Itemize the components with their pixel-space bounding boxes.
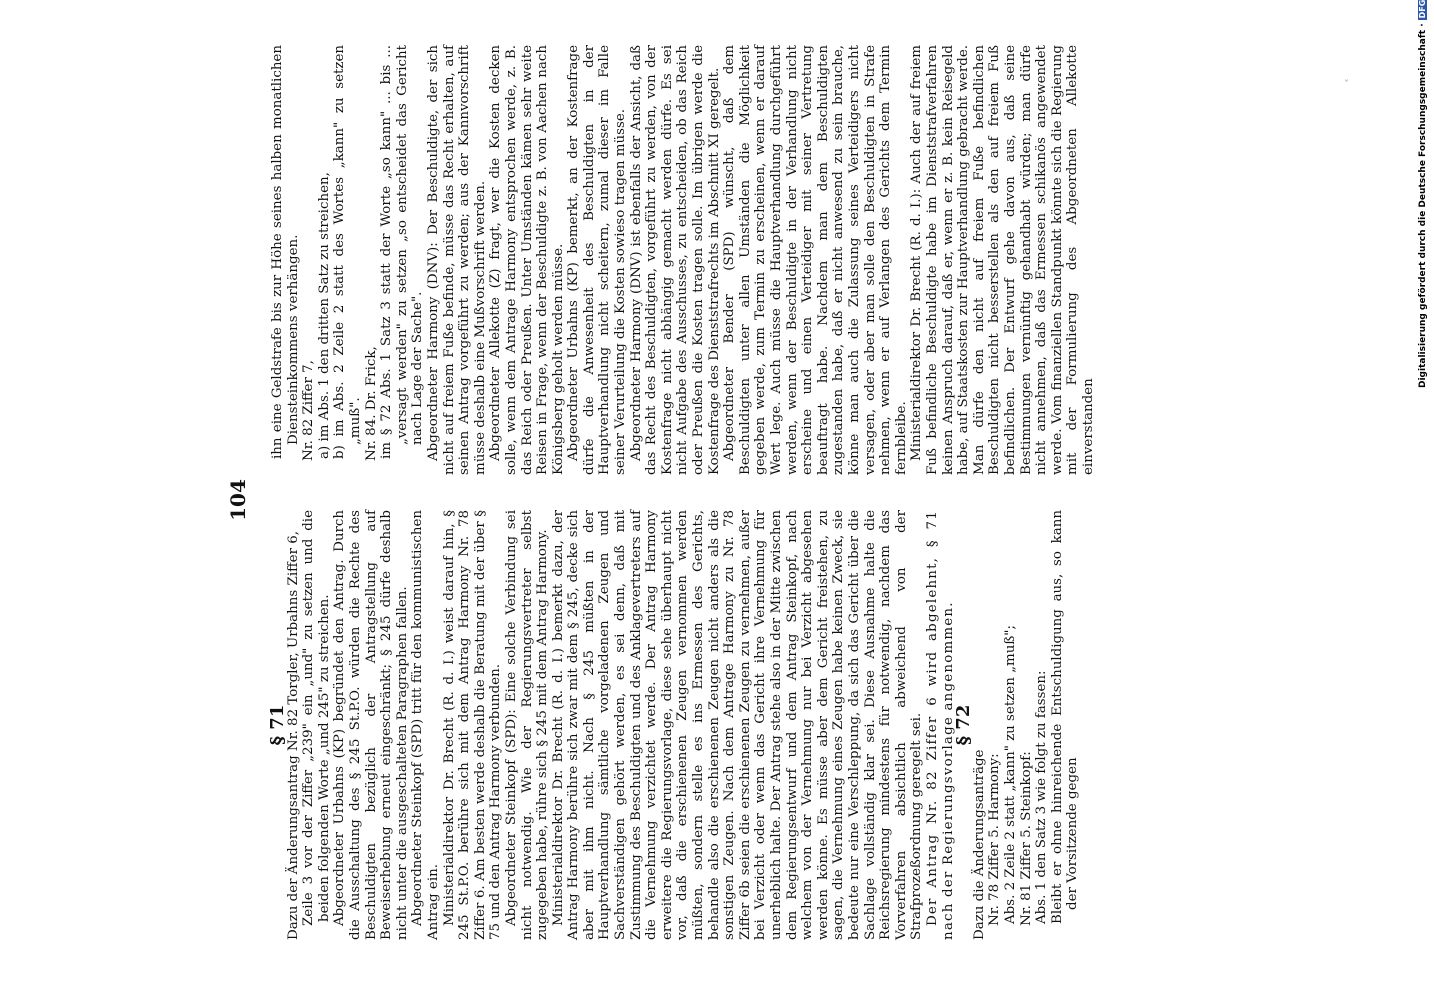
paragraph: Ministerialdirektor Dr. Brecht (R. d. I.) bemerkt dazu, der Antrag Harmony berühre sich zwar mit dem § 245, decke sich aber mit ihm nicht. Nach § 245 müßten in der Hauptverhandlung sämtliche vorgeladenen Zeugen und Sachverständigen gehört werden, es sei denn, daß mit Zustimmung des Beschuldigten und des Anklagevertreters auf die Vernehmung verzichtet werde. Der Antrag Harmony erweitere die Regierungsvorlage, diese sehe überhaupt nicht vor, daß die erschienenen Zeugen vernommen werden müßten, sondern stelle es ins Ermessen des Gerichts, behandle also die erschienenen Zeugen nicht anders als die sonstigen Zeugen. Nach dem Antrage Harmony zu Nr. 78 Ziffer 6b seien die erschienenen Zeugen zu vernehmen, außer bei Verzicht oder wenn das Gericht ihre Vernehmung für unerheblich halte. Der Antrag stehe also in der Mitte zwischen dem Regierungsentwurf und dem Antrag Steinkopf, nach welchem von der Vernehmung nur bei Verzicht abgesehen werden könne. Es müsse aber dem Gericht freistehen, zu sagen, die Vernehmung eines Zeugen habe keinen Zweck, sie bedeute nur eine Verschleppung, da sich das Gericht über die Sachlage vollständig klar sei. Diese Ausnahme halte die Reichsregierung mindestens für notwendig, nachdem das Vorverfahren absichtlich abweichend von der Strafprozeßordnung geregelt sei. xyxy=(550,510,925,940)
paragraph: Abs. 2 Zeile 2 statt „kann" zu setzen „muß"; xyxy=(1002,625,1018,924)
section-71-heading: § 71 xyxy=(267,704,288,746)
paragraph: Nr. 84. Dr. Frick, xyxy=(363,346,379,461)
paragraph: Ministerialdirektor Dr. Brecht (R. d. I.): Auch der auf freiem Fuß befindliche Beschuldigte habe im Dienststrafverfahren keinen Anspruch darauf, daß er, wenn er z. B. kein Reisegeld habe, auf Staatskosten zur Hauptverhandlung gebracht werde. Man dürfe den nicht auf freiem Fuße befindlichen Beschuldigten nicht besserstellen als den auf freiem Fuß befindlichen. Der Entwurf gehe davon aus, daß seine Bestimmungen vernünftig gehandhabt würden; man dürfe nicht annehmen, daß das Ermessen schikanös angewendet werde. Vom finanziellen Standpunkt könnte sich die Regierung mit der Formulierung des Abgeordneten Allekotte einverstanden xyxy=(909,45,1096,475)
paragraph: Abgeordneter Steinkopf (SPD): Eine solche Verbindung sei nicht notwendig. Wie der Regierungsvertreter selbst zugegeben habe, rühre sich § 245 mit dem Antrag Harmony. xyxy=(503,510,551,940)
digitization-credit xyxy=(1418,0,1432,388)
paragraph: Bleibt er ohne hinreichende Entschuldigung aus, so kann der Vorsitzende gegen xyxy=(1049,510,1081,924)
page-content xyxy=(162,0,1162,1000)
scan-mark-icon: ˇ xyxy=(1344,80,1349,91)
paragraph: Abgeordneter Urbahns (KP) begründet den Antrag. Durch die Ausschaltung des § 245 St.P.O. würden die Rechte des Beschuldigten bezüglich der Antragstellung auf Beweiserhebung erneut eingeschränkt; § 245 dürfe deshalb nicht unter die ausgeschalteten Paragraphen fallen. xyxy=(332,510,410,940)
paragraph: Abgeordneter Steinkopf (SPD) tritt für den kommunistischen Antrag ein. xyxy=(410,510,441,940)
section-72-heading: § 72 xyxy=(953,704,975,746)
paragraph: Nr. 78 Ziffer 5. Harmony: xyxy=(987,753,1003,926)
paragraph: Abgeordneter Allekotte (Z) fragt, wer die Kosten decken solle, wenn dem Antrage Harmony entsprochen werde, z. B. das Reich oder Preußen. Unter Umständen kämen sehr weite Reisen in Frage, wenn der Beschuldigte z. B. von Aachen nach Königsberg geholt werden müsse. xyxy=(488,45,566,475)
dfg-logo-icon: DFG xyxy=(1418,0,1427,20)
paragraph: Nr. 81 Ziffer 5. Steinkopf: xyxy=(1018,751,1034,926)
paragraph: Zeile 3 vor der Ziffer „239" ein „und" zu setzen und die beiden folgenden Worte „und 245" zu streichen. xyxy=(301,510,332,926)
credit-label: Digitalisierung gefördert durch die Deutsche Forschungsgemeinschaft · xyxy=(1418,23,1428,388)
page-number: 104 xyxy=(226,479,250,521)
paragraph: Dazu der Änderungsantrag Nr. 82 Torgler, Urbahns Ziffer 6, xyxy=(285,530,301,940)
paragraph: Ministerialdirektor Dr. Brecht (R. d. I.) weist darauf hin, § 245 St.P.O. berühre sich mit dem Antrag Harmony Nr. 78 Ziffer 6. Am besten werde deshalb die Beratung mit der über § 75 und den Antrag Harmony verbunden. xyxy=(441,510,504,940)
paragraph: Der Antrag Nr. 82 Ziffer 6 wird abgelehnt, § 71 nach der Regierungsvorlage angenommen. xyxy=(924,510,956,940)
credit-text xyxy=(1418,0,1432,388)
paragraph: Abgeordneter Urbahns (KP) bemerkt, an der Kostenfrage dürfe die Anwesenheit des Beschuldigten in der Hauptverhandlung nicht scheitern, zumal dieser im Falle seiner Verurteilung die Kosten sowieso tragen müsse. xyxy=(566,45,629,475)
rotated-document-page xyxy=(162,0,1162,1000)
paragraph: im § 72 Abs. 1 Satz 3 statt der Worte „so kann" ... bis ... „versagt werden" zu setzen „so entscheidet das Gericht nach Lage der Sache". xyxy=(379,45,426,459)
right-column xyxy=(270,45,1096,475)
paragraph: a) im Abs. 1 den dritten Satz zu streichen, xyxy=(316,172,332,459)
paragraph: b) im Abs. 2 Zeile 2 statt des Wortes „kann" zu setzen „muß". xyxy=(332,45,363,459)
paragraph: Nr. 82 Ziffer 7, xyxy=(301,360,317,461)
paragraph: Dazu die Änderungsanträge xyxy=(971,749,987,940)
paragraph: Abs. 1 den Satz 3 wie folgt zu fassen: xyxy=(1034,670,1050,924)
paragraph: ihn eine Geldstrafe bis zur Höhe seines halben monatlichen Diensteinkommens verhängen. xyxy=(270,45,301,459)
left-column xyxy=(267,510,1081,940)
paragraph: Abgeordneter Harmony (DNV): Der Beschuldigte, der sich nicht auf freiem Fuße befinde, müsse das Recht erhalten, auf seinen Antrag vorgeführt zu werden; aus der Kannvorschrift müsse deshalb eine Mußvorschrift werden. xyxy=(425,45,488,475)
paragraph: Abgeordneter Harmony (DNV) ist ebenfalls der Ansicht, daß das Recht des Beschuldigten, vorgeführt zu werden, von der Kostenfrage nicht abhängig gemacht werden dürfe. Es sei nicht Aufgabe des Ausschusses, zu entscheiden, ob das Reich oder Preußen die Kosten tragen solle. Im übrigen werde die Kostenfrage des Dienststrafrechts im Abschnitt XI geregelt. xyxy=(628,45,722,475)
paragraph: Abgeordneter Bender (SPD) wünscht, daß dem Beschuldigten unter allen Umständen die Möglichkeit gegeben werde, zum Termin zu erscheinen, wenn er darauf Wert lege. Auch müsse die Hauptverhandlung durchgeführt werden, wenn der Beschuldigte in der Verhandlung nicht erscheine und einen Verteidiger mit seiner Vertretung beauftragt habe. Nachdem man dem Beschuldigten zugestanden habe, daß er nicht anwesend zu sein brauche, könne man auch die Zulassung seines Verteidigers nicht versagen, oder aber man solle den Beschuldigten in Strafe nehmen, wenn er auf Verlangen des Gerichts dem Termin fernbleibe. xyxy=(722,45,909,475)
